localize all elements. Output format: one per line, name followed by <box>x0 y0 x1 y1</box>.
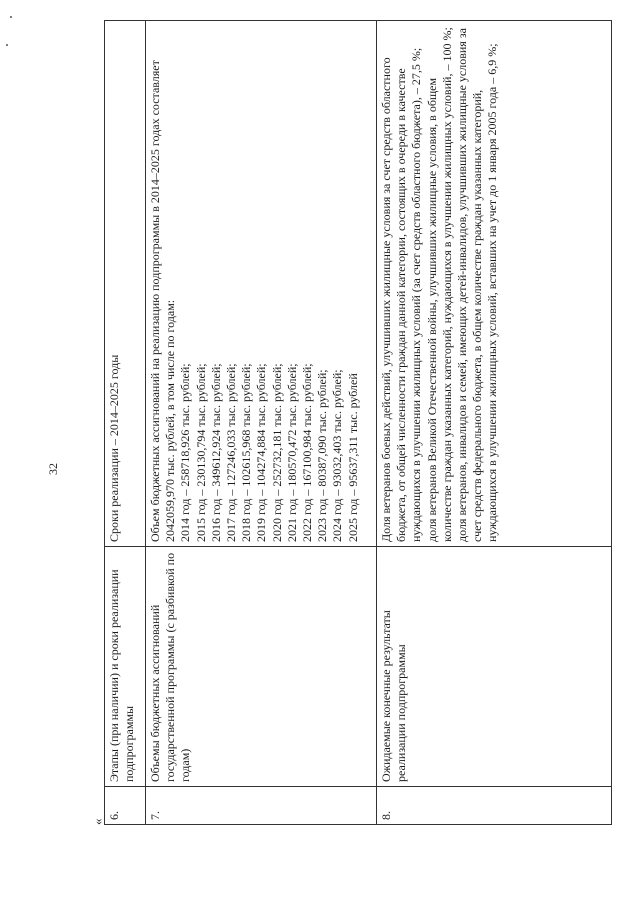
table-row <box>105 21 146 825</box>
row-value <box>105 21 146 547</box>
opening-quote-mark: « <box>90 818 105 825</box>
implementation-period-text: Сроки реализации – 2014–2025 годы <box>107 354 121 542</box>
budget-year-line: 2018 год – 102615,968 тыс. рублей; <box>239 363 254 542</box>
expected-result-paragraph: доля ветеранов Великой Отечественной войны, улучшивших жилищные условия, в общем количестве граждан указанных категорий, нуждающихся в улучшении жилищных условий, – 100 %; <box>424 27 454 542</box>
budget-year-line: 2024 год – 93032,403 тыс. рублей; <box>330 369 345 542</box>
row-number: 7. <box>146 787 377 825</box>
subprogram-passport-table <box>104 20 612 825</box>
budget-year-line: 2023 год – 80387,090 тыс. рублей; <box>315 369 330 542</box>
expected-result-paragraph: доля ветеранов, инвалидов и семей, имеющих детей-инвалидов, улучшивших жилищные условия за счет средств федерального бюджета, в общем количестве граждан указанных категорий, нуждающихся в улучшении жилищных условий, вставших на учет до 1 января 2005 года – 6,9 %; <box>455 28 500 542</box>
budget-year-line: 2025 год – 95637,311 тыс. рублей <box>345 373 360 542</box>
budget-year-line: 2014 год – 258718,926 тыс. рублей; <box>178 363 193 542</box>
budget-intro-text: Объем бюджетных ассигнований на реализацию подпрограммы в 2014–2025 годах составляет 2042059,970 тыс. рублей, в том числе по годам: <box>148 60 178 542</box>
budget-year-line: 2015 год – 230130,794 тыс. рублей; <box>193 363 208 542</box>
budget-year-line: 2021 год – 180570,472 тыс. рублей; <box>284 363 299 542</box>
budget-year-line: 2019 год – 104274,884 тыс. рублей; <box>254 363 269 542</box>
table-row <box>146 21 377 825</box>
row-label: Этапы (при наличии) и сроки реализации подпрограммы <box>105 547 146 787</box>
row-value <box>377 21 612 547</box>
budget-year-line: 2017 год – 127246,033 тыс. рублей; <box>224 363 239 542</box>
row-number: 6. <box>105 787 146 825</box>
row-label: Ожидаемые конечные результаты реализации подпрограммы <box>377 547 612 787</box>
row-number: 8. <box>377 787 612 825</box>
budget-year-line: 2022 год – 167100,984 тыс. рублей; <box>300 363 315 542</box>
page-number: 32 <box>46 463 60 475</box>
row-label: Объемы бюджетных ассигнований государственной программы (с разбивкой по годам) <box>146 547 377 787</box>
table-row <box>377 21 612 825</box>
budget-year-line: 2020 год – 252732,181 тыс. рублей; <box>269 363 284 542</box>
expected-result-paragraph: Доля ветеранов боевых действий, улучшивших жилищные условия за счет средств областного бюджета, от общей численности граждан данной категории, состоящих в очереди в качестве нуждающихся в улучшении жилищных условий (за счет средств областного бюджета), – 27,5 %; <box>379 47 424 542</box>
budget-year-line: 2016 год – 349612,924 тыс. рублей; <box>208 363 223 542</box>
row-value <box>146 21 377 547</box>
